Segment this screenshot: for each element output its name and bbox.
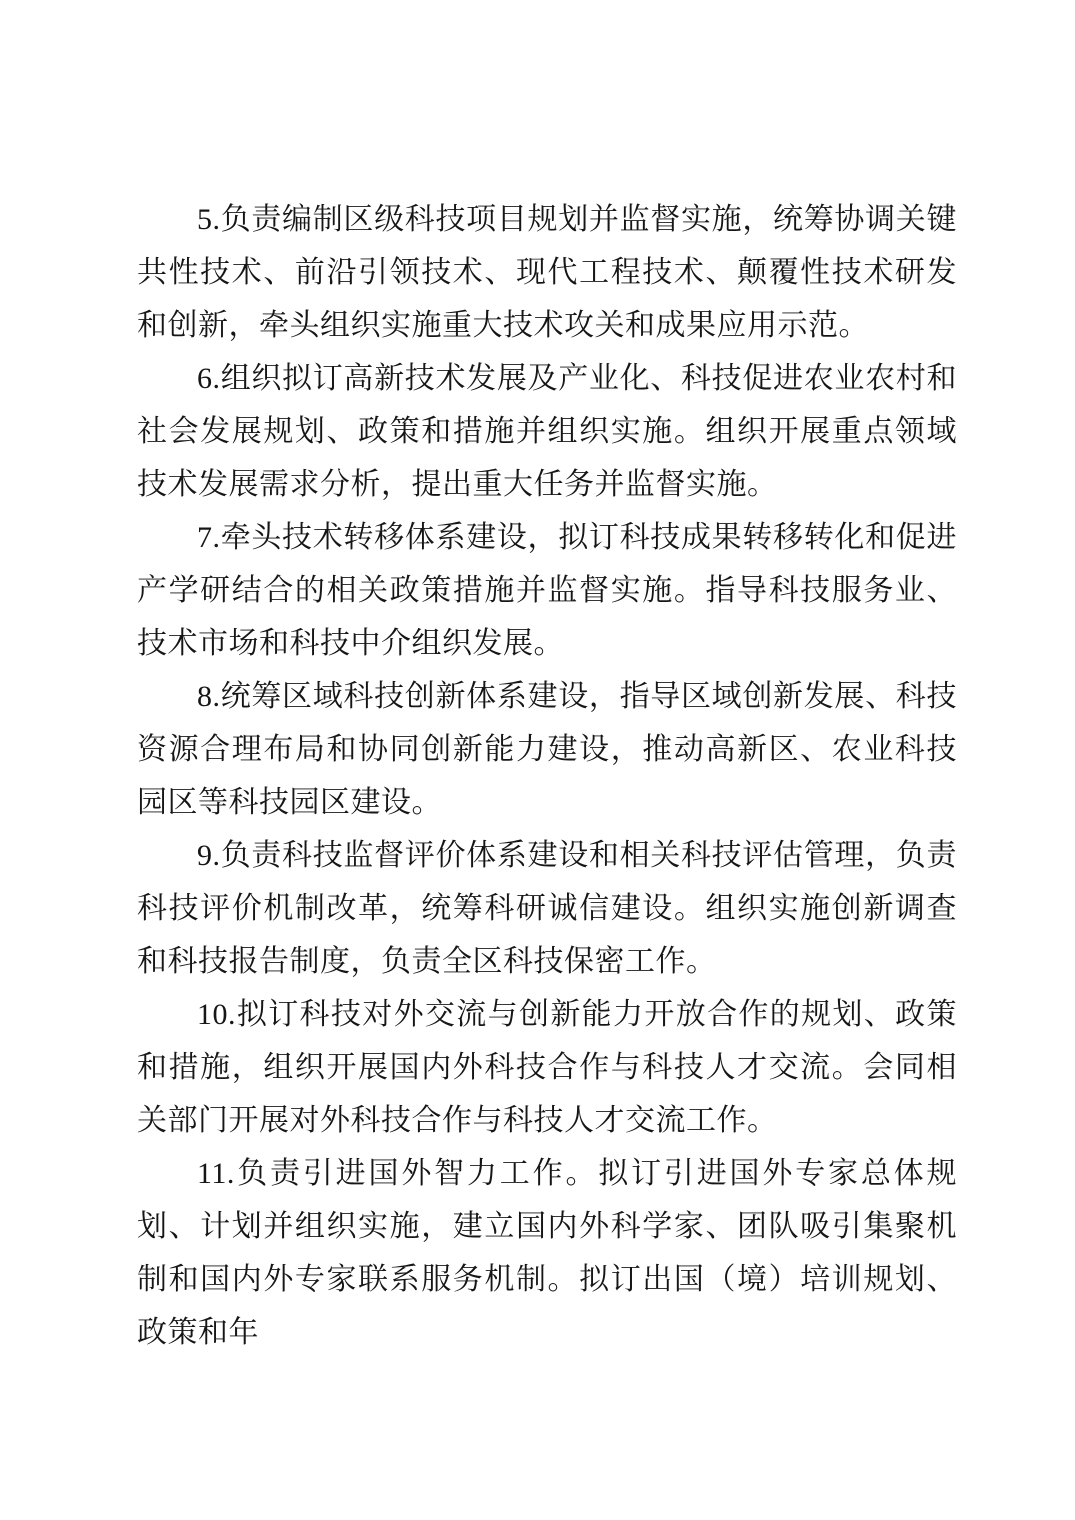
paragraph-item-9: 9.负责科技监督评价体系建设和相关科技评估管理，负责科技评价机制改革，统筹科研诚信建设。组织实施创新调查和科技报告制度，负责全区科技保密工作。 <box>137 839 957 978</box>
document-body <box>137 193 957 1359</box>
paragraph-item-11: 11.负责引进国外智力工作。拟订引进国外专家总体规划、计划并组织实施，建立国内外科学家、团队吸引集聚机制和国内外专家联系服务机制。拟订出国（境）培训规划、政策和年 <box>137 1157 957 1349</box>
paragraph-item-8: 8.统筹区域科技创新体系建设，指导区域创新发展、科技资源合理布局和协同创新能力建设，推动高新区、农业科技园区等科技园区建设。 <box>137 680 957 819</box>
paragraph-item-10: 10.拟订科技对外交流与创新能力开放合作的规划、政策和措施，组织开展国内外科技合作与科技人才交流。会同相关部门开展对外科技合作与科技人才交流工作。 <box>137 998 957 1137</box>
paragraph-item-7: 7.牵头技术转移体系建设，拟订科技成果转移转化和促进产学研结合的相关政策措施并监督实施。指导科技服务业、技术市场和科技中介组织发展。 <box>137 521 957 660</box>
paragraph-item-6: 6.组织拟订高新技术发展及产业化、科技促进农业农村和社会发展规划、政策和措施并组织实施。组织开展重点领域技术发展需求分析，提出重大任务并监督实施。 <box>137 362 957 501</box>
paragraph-item-5: 5.负责编制区级科技项目规划并监督实施，统筹协调关键共性技术、前沿引领技术、现代工程技术、颠覆性技术研发和创新，牵头组织实施重大技术攻关和成果应用示范。 <box>137 203 957 342</box>
